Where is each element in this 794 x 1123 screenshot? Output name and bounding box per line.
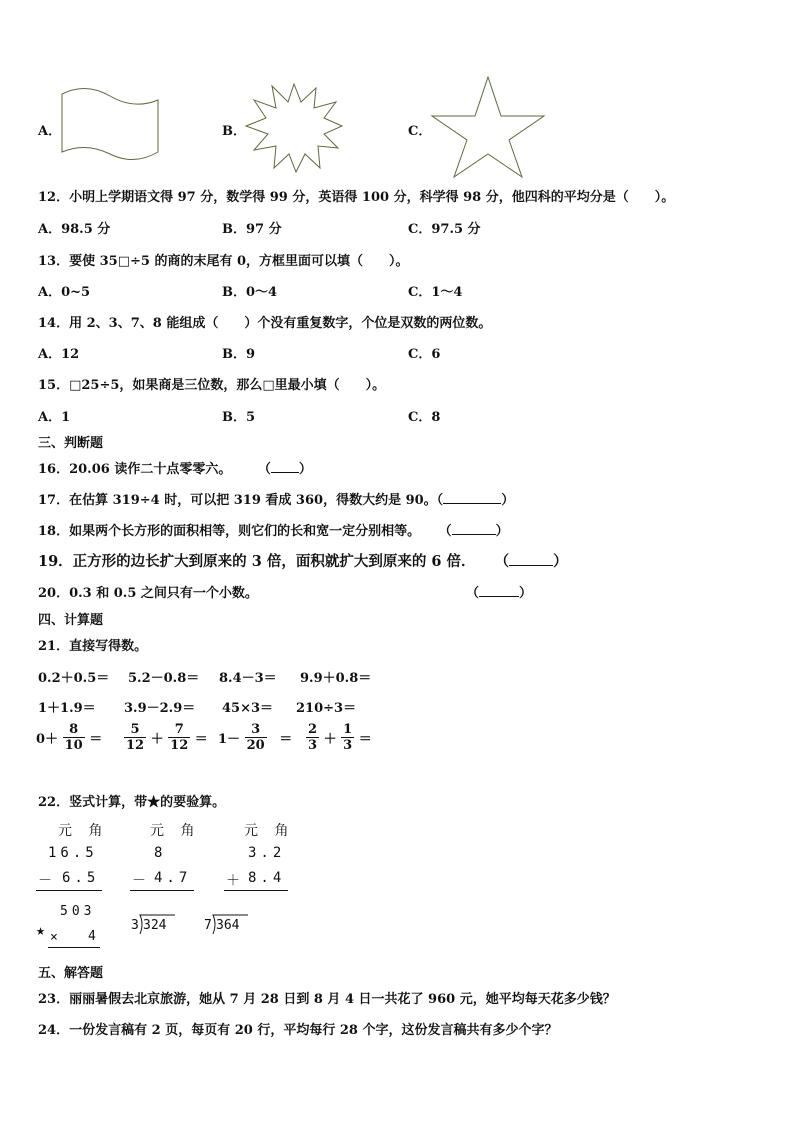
- fraction: [124, 722, 146, 753]
- expr-prefix: 0＋: [36, 732, 59, 747]
- numerator: 7: [168, 722, 190, 738]
- q15-option-b: B．5: [222, 410, 256, 425]
- vertical-bottom-number: 4.7: [154, 870, 192, 886]
- vertical-top-number: 503: [60, 904, 96, 919]
- vertical-calc-line: [224, 890, 288, 891]
- dividend: 364: [216, 918, 240, 933]
- q14-option-c: C．6: [408, 347, 441, 362]
- question-18-paren-open: （: [438, 524, 452, 539]
- calc-item: 0.2＋0.5＝: [38, 671, 110, 686]
- calc-item: 8.4－3＝: [219, 671, 277, 686]
- question-12: 12．小明上学期语文得 97 分，数学得 99 分，英语得 100 分，科学得 98 分，他四科的平均分是（ ）。: [38, 190, 675, 205]
- question-18-text: 18．如果两个长方形的面积相等，则它们的长和宽一定分别相等。: [38, 524, 421, 539]
- question-20: [38, 582, 258, 601]
- answer-blank[interactable]: [443, 503, 501, 504]
- question-22: 22．竖式计算，带★的要验算。: [38, 795, 226, 810]
- question-20-paren-open: （: [466, 586, 480, 601]
- q11-option-b-label: B．: [222, 124, 246, 139]
- calc-item: 210÷3＝: [296, 701, 357, 716]
- q12-option-b: B．97 分: [222, 222, 282, 237]
- vertical-bottom-number: 6.5: [62, 870, 100, 886]
- calc-item: 45×3＝: [222, 701, 274, 716]
- q13-option-c: C．1～4: [408, 285, 463, 300]
- section-4-heading: 四、计算题: [38, 613, 104, 628]
- answer-blank[interactable]: [452, 534, 496, 535]
- answer-blank[interactable]: [509, 565, 553, 566]
- question-20-text: 20．0.3 和 0.5 之间只有一个小数。: [38, 586, 258, 601]
- fraction: [306, 722, 319, 753]
- fraction: [63, 722, 85, 753]
- question-17-paren-close: ）: [501, 493, 515, 508]
- expr-prefix: 1－: [218, 732, 241, 747]
- question-24: 24．一份发言稿有 2 页，每页有 20 行，平均每行 28 个字，这份发言稿共有多少个字？: [38, 1023, 558, 1038]
- section-3-heading: 三、判断题: [38, 436, 104, 451]
- q13-option-b: B．0～4: [222, 285, 278, 300]
- q11-option-c-label: C．: [408, 124, 432, 139]
- question-16-text: 16．20.06 读作二十点零零六。: [38, 462, 232, 477]
- vertical-top-number: 8: [154, 845, 167, 861]
- denominator: 10: [64, 738, 83, 753]
- vertical-operator: －: [132, 873, 150, 889]
- unit-header: 元 角: [150, 823, 201, 839]
- fraction-expression-1: [36, 722, 102, 753]
- vertical-bottom-number: 8.4: [248, 870, 286, 886]
- equals-sign: ＝: [89, 732, 103, 747]
- q12-option-c: C．97.5 分: [408, 222, 481, 237]
- vertical-calc-line: [48, 947, 100, 948]
- numerator: 5: [124, 722, 146, 738]
- fraction: [245, 722, 267, 753]
- operator: ＋: [150, 732, 164, 747]
- operator: ＋: [323, 732, 337, 747]
- wavy-flag-icon: [58, 86, 164, 162]
- unit-header: 元 角: [244, 823, 295, 839]
- answer-blank[interactable]: [479, 596, 519, 597]
- q12-option-a: A．98.5 分: [38, 222, 111, 237]
- question-21: 21．直接写得数。: [38, 639, 148, 654]
- vertical-operator: ×: [50, 930, 62, 945]
- question-19-text: 19．正方形的边长扩大到原来的 3 倍，面积就扩大到原来的 6 倍．: [38, 553, 476, 570]
- q13-option-a: A．0~5: [38, 285, 91, 300]
- dividend: 324: [143, 918, 167, 933]
- denominator: 20: [246, 738, 265, 753]
- vertical-top-number: 3.2: [248, 845, 286, 861]
- question-19-paren-open: （: [494, 553, 510, 570]
- question-18: [38, 520, 509, 539]
- starburst-icon: [244, 82, 344, 174]
- question-23: 23．丽丽暑假去北京旅游，她从 7 月 28 日到 8 月 4 日一共花了 960 元，她平均每天花多少钱？: [38, 992, 616, 1007]
- question-16-paren-close: ）: [298, 462, 312, 477]
- numerator: 1: [343, 722, 353, 737]
- question-19: [38, 550, 568, 571]
- fraction-expression-2: [124, 722, 208, 753]
- vertical-calc-line: [130, 890, 194, 891]
- vertical-operator: ＋: [226, 873, 244, 889]
- fraction: [341, 722, 354, 753]
- question-20-paren-close: ）: [519, 586, 533, 601]
- fraction: [168, 722, 190, 753]
- question-13: 13．要使 35□÷5 的商的末尾有 0，方框里面可以填（ ）。: [38, 254, 409, 269]
- question-16-paren-open: （: [257, 462, 271, 477]
- denominator: 3: [343, 738, 353, 753]
- q11-option-a-label: A．: [38, 124, 62, 139]
- vertical-top-number: 16.5: [48, 845, 98, 861]
- fraction-expression-3: [218, 722, 292, 753]
- vertical-operator: －: [38, 873, 56, 889]
- numerator: 3: [245, 722, 267, 738]
- question-18-paren-close: ）: [495, 524, 509, 539]
- vertical-bottom-number: 4: [88, 929, 100, 944]
- question-15: 15．□25÷5，如果商是三位数，那么□里最小填（ ）。: [38, 378, 386, 393]
- numerator: 8: [63, 722, 85, 738]
- numerator: 2: [308, 722, 318, 737]
- question-17: [38, 489, 514, 508]
- calc-item: 1＋1.9＝: [38, 701, 96, 716]
- calc-item: 5.2－0.8＝: [128, 671, 200, 686]
- question-14: 14．用 2、3、7、8 能组成（ ）个没有重复数字，个位是双数的两位数。: [38, 316, 492, 331]
- question-20-blank: [466, 582, 532, 601]
- unit-header: 元 角: [58, 823, 109, 839]
- divisor: 3: [131, 918, 139, 933]
- equals-sign: ＝: [279, 732, 293, 747]
- section-5-heading: 五、解答题: [38, 966, 104, 981]
- fraction-expression-4: [306, 722, 372, 753]
- denominator: 12: [126, 738, 145, 753]
- question-16: [38, 458, 312, 477]
- question-19-paren-close: ）: [553, 553, 568, 570]
- q15-option-a: A．1: [38, 410, 71, 425]
- q14-option-a: A．12: [38, 347, 80, 362]
- answer-blank[interactable]: [271, 472, 299, 473]
- calc-item: 3.9－2.9＝: [124, 701, 196, 716]
- vertical-calc-line: [36, 890, 102, 891]
- question-17-text: 17．在估算 319÷4 时，可以把 319 看成 360，得数大约是 90。（: [38, 493, 444, 508]
- denominator: 3: [308, 738, 318, 753]
- star-icon: [428, 74, 548, 180]
- q14-option-b: B．9: [222, 347, 256, 362]
- denominator: 12: [170, 738, 189, 753]
- divisor: 7: [204, 918, 212, 933]
- star-icon: ★: [36, 921, 50, 939]
- calc-item: 9.9＋0.8＝: [300, 671, 372, 686]
- equals-sign: ＝: [194, 732, 208, 747]
- q15-option-c: C．8: [408, 410, 441, 425]
- equals-sign: ＝: [358, 732, 372, 747]
